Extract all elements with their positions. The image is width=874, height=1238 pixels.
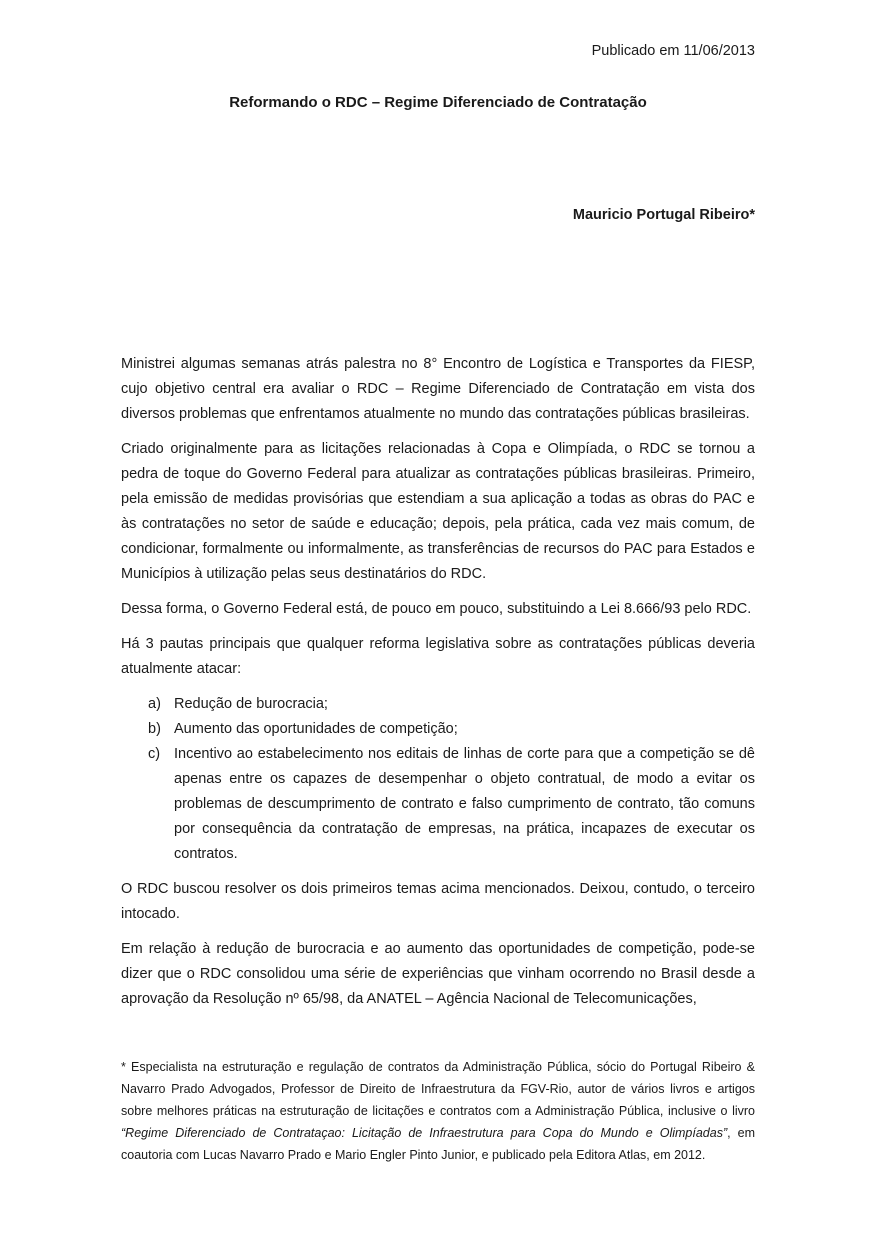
published-date: Publicado em 11/06/2013 (591, 43, 755, 59)
list-marker: c) (148, 746, 161, 762)
document-title: Reformando o RDC – Regime Diferenciado de Contratação (229, 94, 647, 111)
list-item-text: Redução de burocracia; (174, 696, 328, 712)
author-byline: Mauricio Portugal Ribeiro* (572, 207, 755, 223)
list-marker: a) (148, 696, 161, 712)
footnote (121, 1056, 755, 1166)
list-item (121, 742, 755, 867)
paragraph-rdc-result: O RDC buscou resolver os dois primeiros temas acima mencionados. Deixou, contudo, o terceiro intocado. (121, 881, 755, 922)
footnote-text-after: , em coautoria com Lucas Navarro Prado e Mario Engler Pinto Junior, e publicado pela Editora Atlas, em 2012. (121, 1126, 755, 1162)
footnote-book-title: “Regime Diferenciado de Contrataçao: Licitação de Infraestrutura para Copa do Mundo e Olimpíadas” (121, 1126, 728, 1140)
list-item (121, 692, 755, 717)
paragraph-origin: Criado originalmente para as licitações relacionadas à Copa e Olimpíada, o RDC se tornou a pedra de toque do Governo Federal para atualizar as contratações públicas brasileiras. Primeiro, pela emissão de medidas provisórias que estendiam a sua aplicação a todas as obras do PAC e às contratações no setor de saúde e educação; depois, pela prática, cada vez mais comum, de condicionar, formalmente ou informalmente, as transferências de recursos do PAC para Estados e Municípios à utilização pelas seus destinatários do RDC. (121, 441, 755, 582)
list-item-text: Incentivo ao estabelecimento nos editais de linhas de corte para que a competição se dê apenas entre os capazes de desempenhar o objeto contratual, de modo a evitar os problemas de descumprimento de contrato e falso cumprimento de contrato, tão comuns por consequência da contratação de empresas, na prática, incapazes de executar os contratos. (174, 746, 755, 862)
agenda-list (121, 692, 755, 867)
document-body (121, 352, 755, 1022)
footnote-text-before: * Especialista na estruturação e regulação de contratos da Administração Pública, sócio do Portugal Ribeiro & Navarro Prado Advogados, Professor de Direito de Infraestrutura da FGV-Rio, autor de vários livros e artigos sobre melhores práticas na estruturação de licitações e contratos com a Administração Pública, inclusive o livro (121, 1060, 755, 1118)
paragraph-agenda-lead: Há 3 pautas principais que qualquer reforma legislativa sobre as contratações públicas deveria atualmente atacar: (121, 636, 755, 677)
list-item-text: Aumento das oportunidades de competição; (174, 721, 458, 737)
list-marker: b) (148, 721, 161, 737)
list-item (121, 717, 755, 742)
paragraph-substitution: Dessa forma, o Governo Federal está, de pouco em pouco, substituindo a Lei 8.666/93 pelo RDC. (121, 601, 752, 617)
paragraph-intro: Ministrei algumas semanas atrás palestra no 8° Encontro de Logística e Transportes da FIESP, cujo objetivo central era avaliar o RDC – Regime Diferenciado de Contratação em vista dos diversos problemas que enfrentamos atualmente no mundo das contratações públicas brasileiras. (121, 356, 755, 422)
paragraph-burocracia: Em relação à redução de burocracia e ao aumento das oportunidades de competição, pode-se dizer que o RDC consolidou uma série de experiências que vinham ocorrendo no Brasil desde a aprovação da Resolução nº 65/98, da ANATEL – Agência Nacional de Telecomunicações, (121, 941, 755, 1007)
